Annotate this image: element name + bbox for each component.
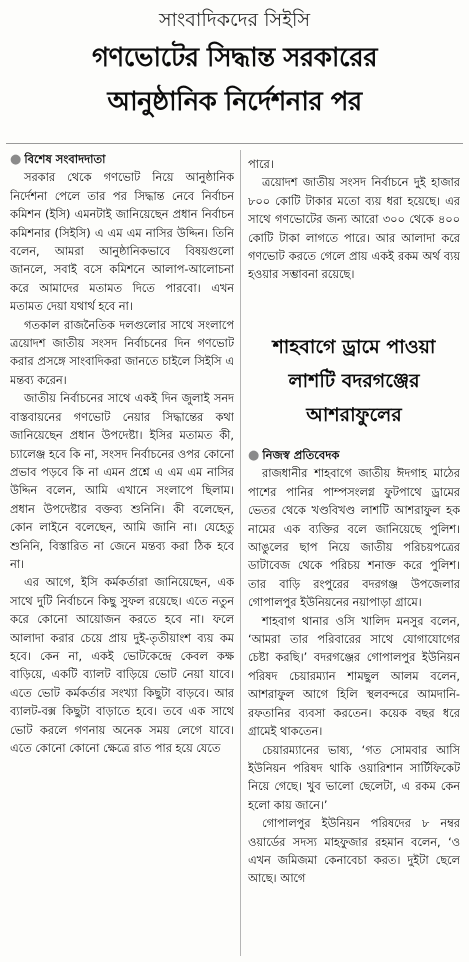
second-headline-line-2: লাশটি বদরগঞ্জের: [288, 370, 420, 392]
second-paragraph: রাজধানীর শাহবাগে জাতীয় ঈদগাহ মাঠের পাশের পানির পাম্পসংলগ্ন ফুটপাথে ড্রামের ভেতর থেকে খণ্ডবিখণ্ড লাশটি আশরাফুল হক নামের এক ব্যক্তির বলে জানিয়েছে পুলিশ। আঙুলের ছাপ নিয়ে জাতীয় পরিচয়পত্রের ডাটাবেজ থেকে পরিচয় শনাক্ত করে পুলিশ। তার বাড়ি রংপুরের বদরগঞ্জ উপজেলার গোপালপুর ইউনিয়নের নয়াপাড়া গ্রামে।: [248, 467, 460, 610]
main-story-column: [10, 150, 234, 956]
continuation-paragraph: ত্রয়োদশ জাতীয় সংসদ নির্বাচনে দুই হাজার ৮০০ কোটি টাকার মতো ব্যয় ধরা হয়েছে। এর সাথে গণভোটের জন্য আরো ৩০০ থেকে ৪০০ কোটি টাকা লাগতে পারে। আর আলাদা করে গণভোট করতে গেলে প্রায় একই রকম অর্থ ব্যয় হওয়ার সম্ভাবনা রয়েছে।: [248, 176, 460, 282]
bullet-icon: ●: [10, 152, 22, 167]
main-paragraph: এর আগে, ইসি কর্মকর্তারা জানিয়েছেন, এক সাথে দুটি নির্বাচনে কিছু সুফল রয়েছে। এতে নতুন করে কোনো আয়োজন করতে হবে না। ফলে আলাদা করার চেয়ে প্রায় দুই-তৃতীয়াংশ ব্যয় কম হবে। কেন না, একই ভোটকেন্দ্রে কেবল কক্ষ বাড়িয়ে, একটি ব্যালট বাড়িয়ে ভোট নেয়া যাবে। এতে ভোট কর্মকর্তার সংখ্যা কিছুটা বাড়বে। আর ব্যালট-বক্স কিছুটা বাড়াতে হবে। তবে এক সাথে ভোট করলে গণনায় অনেক সময় লেগে যাবে। এতে কোনো কোনো ক্ষেত্রে রাত পার হয়ে যেতে: [10, 576, 234, 755]
main-headline: [6, 36, 463, 124]
kicker: সাংবাদিকদের সিইসি: [159, 9, 310, 31]
main-byline-text: বিশেষ সংবাদদাতা: [24, 152, 106, 166]
second-story-column: [248, 446, 460, 956]
second-headline-line-3: আশরাফুলের: [306, 404, 402, 426]
main-paragraph: জাতীয় নির্বাচনের সাথে একই দিন জুলাই সনদ বাস্তবায়নের গণভোট নেয়ার সিদ্ধান্তের কথা জানিয়েছেন প্রধান উপদেষ্টা। ইসির মতামত কী, চ্যালেঞ্জ হবে কি না, সংসদ নির্বাচনের ওপর কোনো প্রভাব পড়বে কি না এমন প্রশ্নে এ এম এম নাসির উদ্দিন বলেন, আমি এখানে সংলাপে ছিলাম। প্রধান উপদেষ্টার বক্তব্য শুনিনি। কী বলেছেন, কোন লাইনে বলেছেন, আমি জানি না। যেহেতু শুনিনি, বিস্তারিত না জেনে মন্তব্য করা ঠিক হবে না।: [10, 392, 234, 571]
main-paragraph: গতকাল রাজনৈতিক দলগুলোর সাথে সংলাপে ত্রয়োদশ জাতীয় সংসদ নির্বাচনের দিন গণভোট করার প্রসঙ্গে সাংবাদিকরা জানতে চাইলে সিইসি এ মন্তব্য করেন।: [10, 318, 234, 387]
bullet-icon: ●: [248, 448, 260, 463]
headline-divider: [6, 143, 463, 144]
second-paragraph: চেয়ারম্যানের ভাষ্য, ‘গত সোমবার আসি ইউনিয়ন পরিষদ থাকি ওয়ারিশান সার্টিফিকেট নিয়ে গেছে। খুব ভালো ছেলেটা, এ রকম কেন হলো কায় জানে।’: [248, 743, 460, 812]
continuation-paragraph: পারে।: [248, 158, 274, 171]
headline-line-1: গণভোটের সিদ্ধান্ত সরকারের: [91, 43, 378, 73]
headline-line-2: আনুষ্ঠানিক নির্দেশনার পর: [107, 87, 362, 117]
second-byline-text: নিজস্ব প্রতিবেদক: [262, 448, 340, 462]
second-headline: [248, 330, 460, 432]
second-headline-line-1: শাহবাগে ড্রামে পাওয়া: [272, 336, 436, 358]
second-paragraph: গোপালপুর ইউনিয়ন পরিষদের ৮ নম্বর ওয়ার্ডের সদস্য মাহফুজার রহমান বলেন, ‘ও এখন জমিজমা কেনাবেচা করত। দুইটা ছেলে আছে। আগে: [248, 817, 460, 886]
main-paragraph: সরকার থেকে গণভোট নিয়ে আনুষ্ঠানিক নির্দেশনা পেলে তার পর সিদ্ধান্ত নেবে নির্বাচন কমিশন (ইসি) এমনটাই জানিয়েছেন প্রধান নির্বাচন কমিশনার (সিইসি) এ এম এম নাসির উদ্দিন। তিনি বলেন, আমরা আনুষ্ঠানিকভাবে বিষয়গুলো জানলে, সবাই বসে কমিশনে আলাপ-আলোচনা করে আমাদের মতামত দিতে পারবো। এখন মতামত দেয়া যথার্থ হবে না।: [10, 171, 234, 314]
main-byline: [10, 150, 234, 169]
second-paragraph: শাহবাগ থানার ওসি খালিদ মনসুর বলেন, ‘আমরা তার পরিবারের সাথে যোগাযোগের চেষ্টা করছি।’ বদরগঞ্জের গোপালপুর ইউনিয়ন পরিষদ চেয়ারম্যান শামছুল আলম বলেন, আশরাফুল আগে হিলি স্থলবন্দরে আমদানি-রফতানির ব্যবসা করতেন। কয়েক বছর ধরে গ্রামেই থাকতেন।: [248, 614, 460, 739]
column-divider: [240, 150, 241, 956]
second-byline: [248, 446, 460, 465]
